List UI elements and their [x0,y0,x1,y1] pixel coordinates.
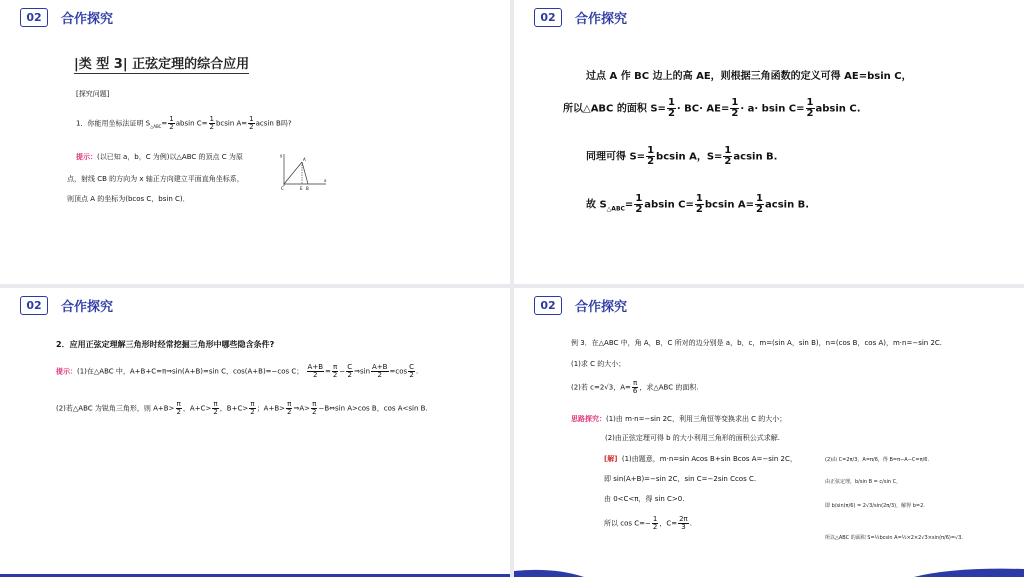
slide-header [534,296,627,315]
section-title: 合作探究 [61,12,114,27]
explore-tag: [探究问题] [76,90,110,98]
solution-line-4: 所以 cos C=− $\frac{1}{2}$ ，C= $\frac{2\pi}{3}$ . [604,515,692,531]
fig-label-b: B [306,186,309,191]
part-2: (2)若 c=2√3，A= $\frac{\pi}{6}$ ，求△ABC 的面积. [571,379,699,395]
side-note-4: 所以△ABC 的面积 S=½bcsin A=½×2×2√3×sin(π/6)=√3. [825,535,964,541]
section-badge: 02 [20,8,48,27]
proof-line-3: 同理可得 S= $\frac{1}{2}$ bcsin A，S= $\frac{1}{2}$ acsin B. [586,145,778,167]
slide-4 [514,288,1024,577]
section-title: 合作探究 [61,300,114,315]
side-note-1: (2)由 C=2π/3，A=π/6，得 B=π−A−C=π/6. [825,457,930,463]
slide-header [20,296,113,315]
hint-line-2: 点，射线 CB 的方向为 x 轴正方向建立平面直角坐标系， [67,175,244,183]
fig-label-e: E [300,186,303,191]
type-title: |类 型 3| 正弦定理的综合应用 [74,53,249,74]
example-3: 例 3．在△ABC 中，角 A，B，C 所对的边分别是 a，b，c，m=(sin A，sin B)，n=(cos B，cos A)，m·n=−sin 2C. [571,339,943,347]
proof-line-1: 过点 A 作 BC 边上的高 AE，则根据三角函数的定义可得 AE=bsin C， [586,71,912,82]
proof-line-4: 故 $S_{\triangle ABC}=$ $\frac{1}{2}$ absin C= $\frac{1}{2}$ bcsin A= $\frac{1}{2}$ acsin B. [586,193,810,215]
fig-label-x: x [324,178,327,183]
footer-wave [0,567,510,577]
think-line-2: (2)由正弦定理可得 b 的大小利用三角形的面积公式求解. [605,434,781,442]
fig-label-a: A [303,157,306,162]
section-title: 合作探究 [575,300,628,315]
coordinate-figure [276,150,328,192]
section-badge: 02 [534,296,562,315]
hint-line-2: (2)若△ABC 为锐角三角形，则 A+B> $\frac{\pi}{2}$ ，A+C> $\frac{\pi}{2}$ ，B+C> $\frac{\pi}{2}$ ；A+B> $\frac{\pi}{2}$ ⇒A> $\frac{\pi}{2}$ −B⇔sin A>cos B，cos A<sin B. [56,400,428,416]
slide-3 [0,288,510,577]
part-1: (1)求 C 的大小； [571,360,626,368]
question-2: 2．应用正弦定理解三角形时经常挖掘三角形中哪些隐含条件? [56,340,275,349]
hint-line-1: 提示：(以已知 a，b，C 为例)以△ABC 的顶点 C 为原 [76,153,243,161]
slide-2 [514,0,1024,284]
fig-label-c: C [281,186,284,191]
hint-line-3: 则顶点 A 的坐标为(bcos C，bsin C)． [67,195,190,203]
slide-1 [0,0,510,284]
question-1: 1．你能用坐标法证明 $S_{\triangle ABC}=$ $\frac{1}{2}$ absin C= $\frac{1}{2}$ bcsin A= $\frac{1}{2}$ acsin B吗? [76,115,292,131]
hint-label: 提示： [56,367,77,376]
hint-label: 提示： [76,153,97,161]
solution-line-1: [解] (1)由题意，m·n=sin Acos B+sin Bcos A=−sin 2C， [604,455,797,463]
side-note-3: 即 b/sin(π/6) = 2√3/sin(2π/3)，解得 b=2. [825,503,925,509]
slide-header [534,8,627,27]
section-badge: 02 [20,296,48,315]
side-note-2: 由正弦定理，b/sin B = c/sin C， [825,479,902,485]
solution-line-2: 即 sin(A+B)=−sin 2C，sin C=−2sin Ccos C. [604,475,757,483]
solution-label: [解] [604,455,618,463]
hint-line-1: 提示：(1)在△ABC 中，A+B+C=π⇒sin(A+B)=sin C，cos(A+B)=−cos C； $\frac{A+B}{2}$ = $\frac{\pi}{2}$ − $\frac{C}{2}$ ⇒sin $\frac{A+B}{2}$ =cos $\frac{C}{2}$ . [56,363,419,379]
footer-wave [514,565,1024,577]
think-line-1: 思路探究：(1)由 m·n=−sin 2C，利用三角恒等变换求出 C 的大小； [571,415,787,423]
solution-line-3: 由 0<C<π，得 sin C>0. [604,495,685,503]
think-label: 思路探究： [571,415,606,423]
proof-line-2: 所以△ABC 的面积 S= $\frac{1}{2}$ · BC· AE= $\frac{1}{2}$ · a· bsin C= $\frac{1}{2}$ absin C. [563,97,861,119]
section-badge: 02 [534,8,562,27]
section-title: 合作探究 [575,12,628,27]
fig-label-y: y [280,153,283,158]
slide-header [20,8,113,27]
